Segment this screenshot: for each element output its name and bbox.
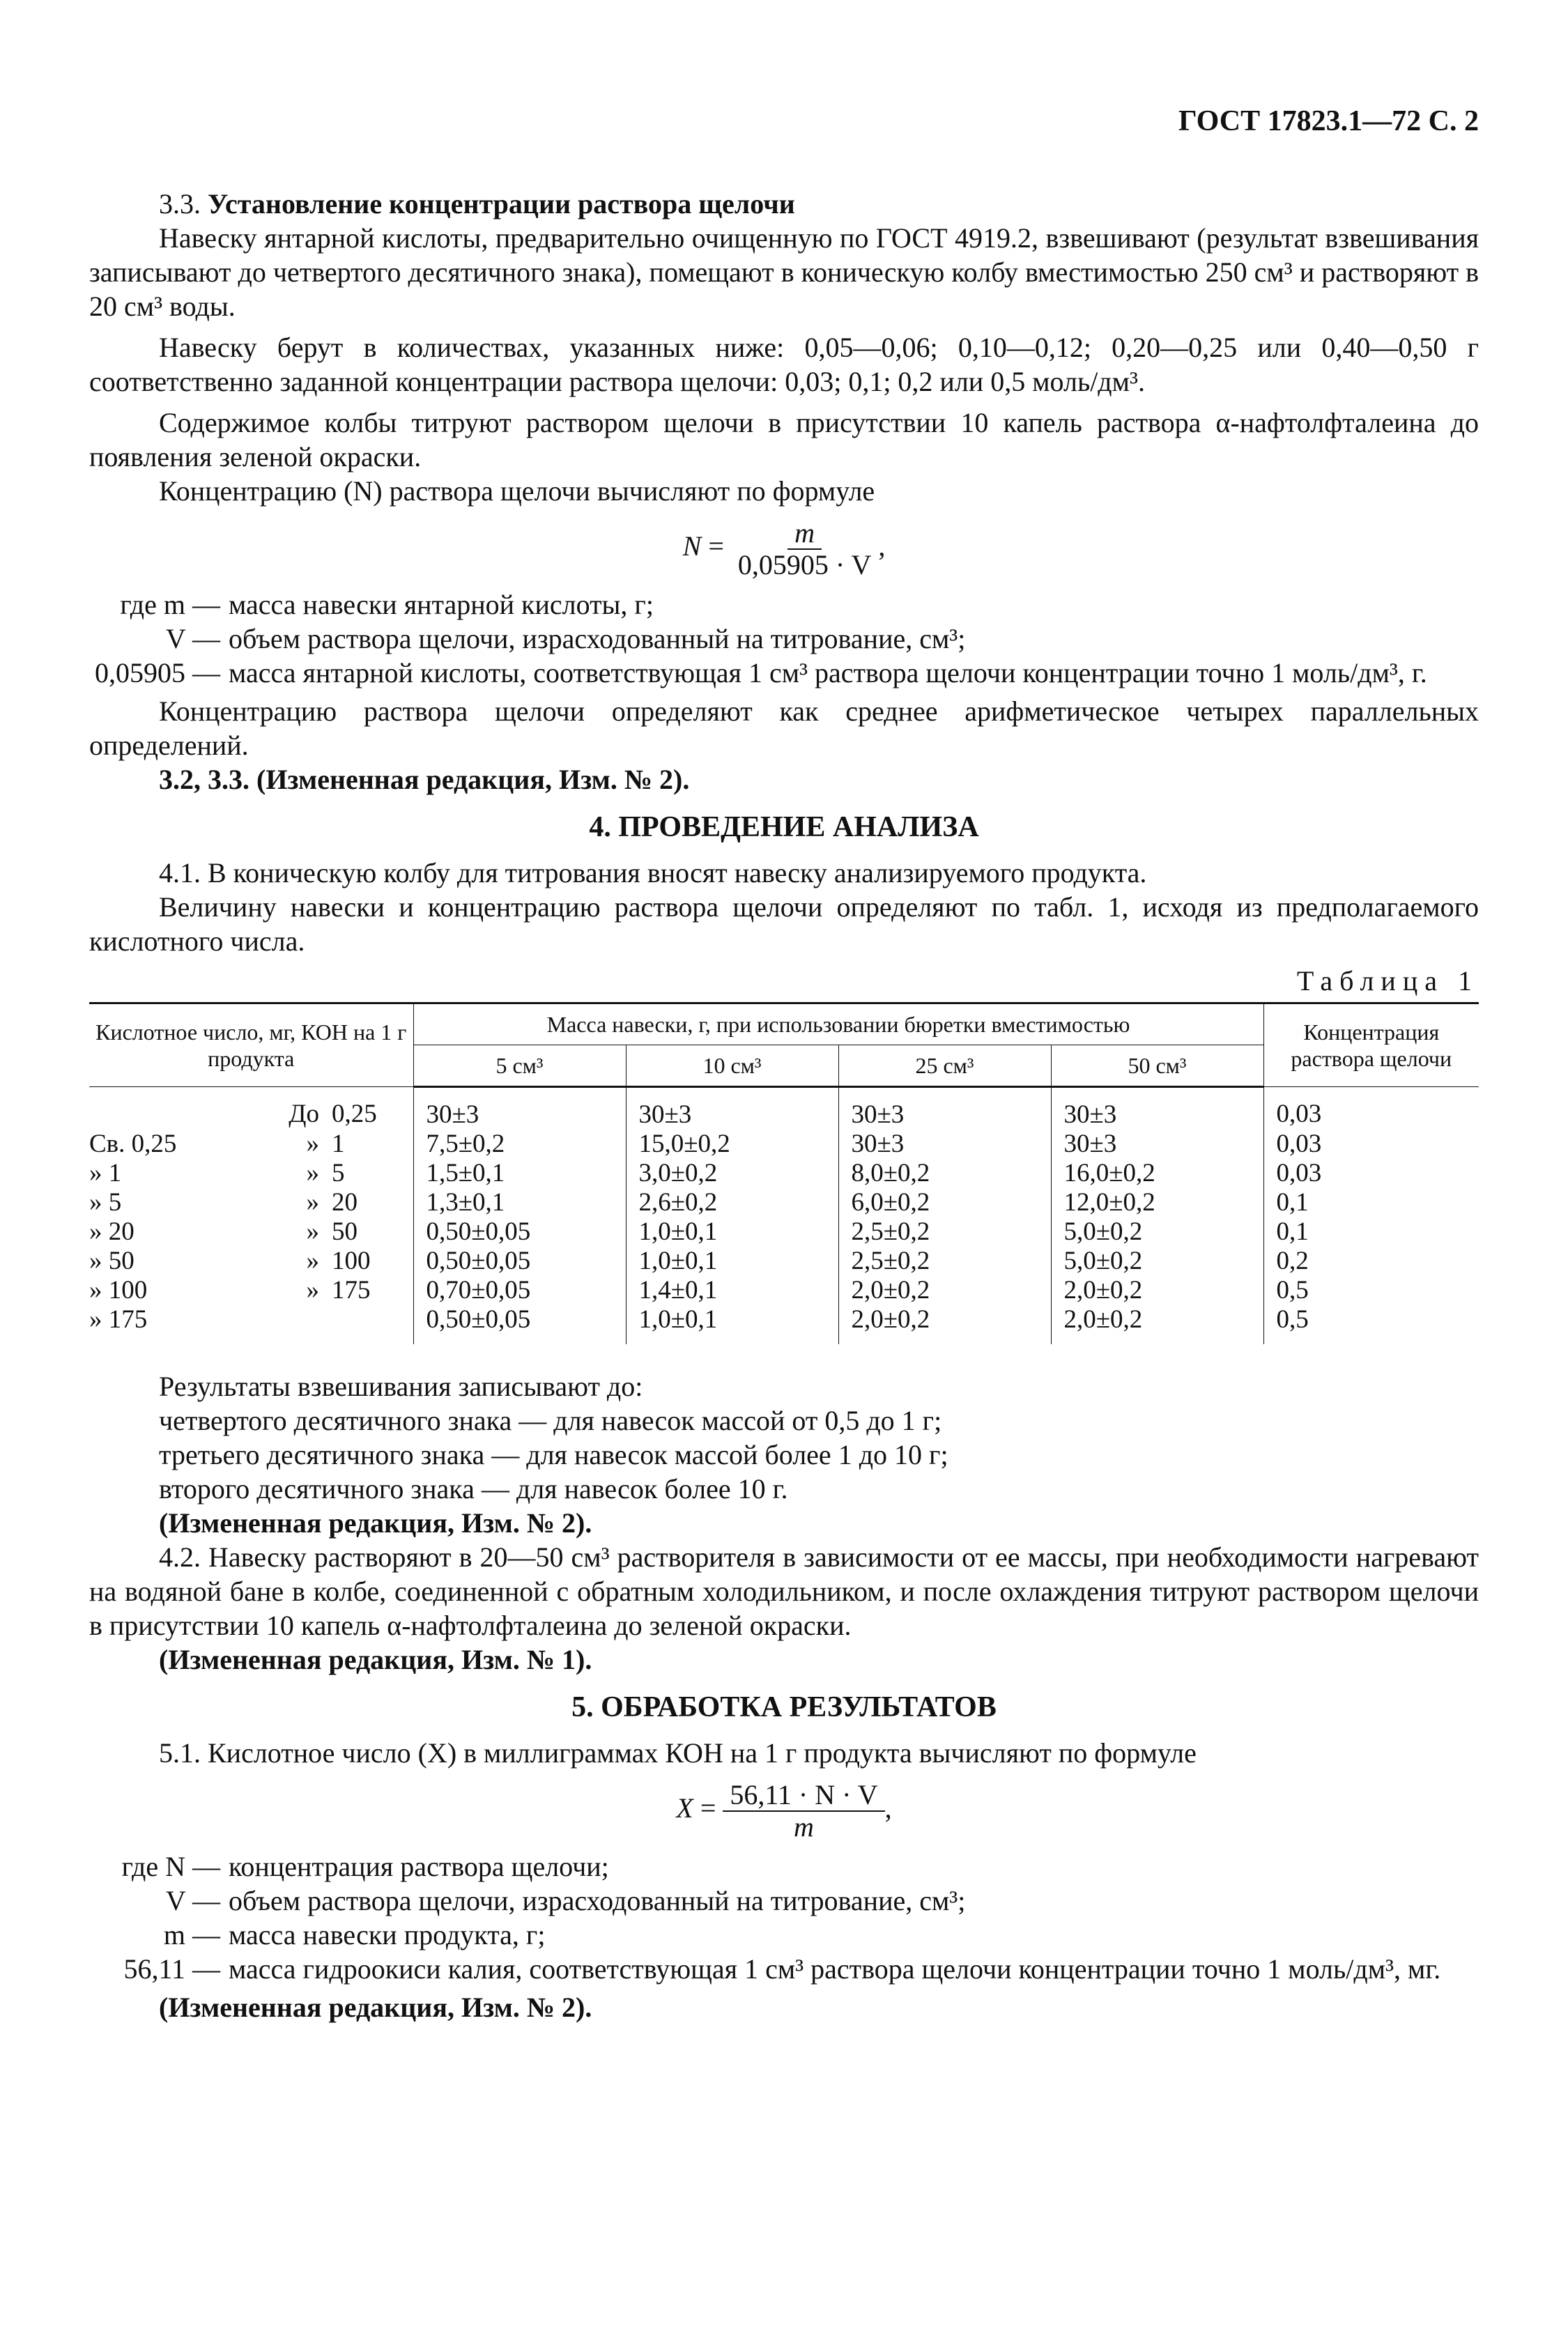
formula-denominator: 0,05905 · V <box>737 549 872 580</box>
paragraph: Навеску янтарной кислоты, предварительно очищенную по ГОСТ 4919.2, взвешивают (результат взвешивания записывают до четвертого десятичного знака), помещают в коническую колбу вместимостью 250 см³ и растворяют в 20 см³ воды. <box>89 222 1479 322</box>
table-row <box>89 1305 1479 1344</box>
cell: 8,0±0,2 <box>838 1159 1051 1188</box>
table-caption: Таблица 1 <box>1296 965 1479 996</box>
cell-acid-range: » 1 » 5 <box>89 1159 345 1187</box>
section-number: 3.3. <box>159 188 201 220</box>
legend-term: m — <box>163 1919 220 1950</box>
cell: 1,3±0,1 <box>413 1188 626 1217</box>
cell: 30±3 <box>838 1087 1051 1130</box>
cell: 30±3 <box>413 1087 626 1130</box>
col-header-acid-number: Кислотное число, мг, КОН на 1 г продукта <box>89 1003 413 1087</box>
cell: 30±3 <box>838 1130 1051 1159</box>
paragraph: Концентрацию (N) раствора щелочи вычисляют по формуле <box>159 475 875 507</box>
table-row <box>89 1159 1479 1188</box>
cell: 2,5±0,2 <box>838 1217 1051 1247</box>
cell: 12,0±0,2 <box>1051 1188 1263 1217</box>
cell: 2,5±0,2 <box>838 1247 1051 1276</box>
cell-acid-range: До 0,25 <box>289 1100 377 1128</box>
cell: 0,50±0,05 <box>413 1217 626 1247</box>
cell-concentration: 0,5 <box>1263 1305 1479 1344</box>
legend-desc: объем раствора щелочи, израсходованный на титрование, см³; <box>229 623 966 654</box>
paragraph: Концентрацию раствора щелочи определяют как среднее арифметическое четырех параллельных определений. <box>89 695 1479 761</box>
cell: 0,50±0,05 <box>413 1247 626 1276</box>
legend-term: 56,11 — <box>123 1953 220 1985</box>
cell: 2,0±0,2 <box>1051 1276 1263 1305</box>
formula-eq: = <box>700 1792 716 1824</box>
table-row <box>89 1247 1479 1276</box>
formula-legend <box>89 1849 1479 1986</box>
col-header-10: 10 см³ <box>626 1045 838 1087</box>
table-row <box>89 1188 1479 1217</box>
legend-term: V — <box>165 623 220 654</box>
cell: 6,0±0,2 <box>838 1188 1051 1217</box>
cell: 15,0±0,2 <box>626 1130 838 1159</box>
formula-legend <box>89 587 1479 690</box>
cell-concentration: 0,1 <box>1263 1188 1479 1217</box>
edit-note: (Измененная редакция, Изм. № 1). <box>159 1644 592 1675</box>
table-row <box>89 1276 1479 1305</box>
paragraph: 4.1. В коническую колбу для титрования вносят навеску анализируемого продукта. <box>159 857 1147 888</box>
cell: 1,0±0,1 <box>626 1247 838 1276</box>
cell-acid-range: » 5 » 20 <box>89 1188 358 1217</box>
paragraph: четвертого десятичного знака — для навесок массой от 0,5 до 1 г; <box>159 1405 942 1436</box>
cell-concentration: 0,1 <box>1263 1217 1479 1247</box>
table-row <box>89 1130 1479 1159</box>
cell: 0,50±0,05 <box>413 1305 626 1344</box>
cell: 7,5±0,2 <box>413 1130 626 1159</box>
paragraph: 4.2. Навеску растворяют в 20—50 см³ растворителя в зависимости от ее массы, при необходимости нагревают на водяной бане в колбе, соединенной с обратным холодильником, и после охлаждения титруют раствором щелочи в присутствии 10 капель α-нафтолфталеина до зеленой окраски. <box>89 1541 1479 1641</box>
cell: 2,0±0,2 <box>838 1276 1051 1305</box>
cell-concentration: 0,2 <box>1263 1247 1479 1276</box>
cell: 30±3 <box>1051 1087 1263 1130</box>
formula-numerator: 56,11 · N · V <box>723 1780 884 1812</box>
legend-desc: масса навески продукта, г; <box>229 1919 546 1950</box>
cell-acid-range: » 175 <box>89 1305 148 1334</box>
formula-x <box>89 1780 1479 1842</box>
formula-lhs: X <box>676 1792 693 1824</box>
col-header-50: 50 см³ <box>1051 1045 1263 1087</box>
document-body <box>89 187 1479 2024</box>
section-title: Установление концентрации раствора щелочи <box>208 188 795 220</box>
legend-desc: масса янтарной кислоты, соответствующая 1 см³ раствора щелочи концентрации точно 1 моль/дм³, г. <box>229 657 1427 688</box>
legend-term: где m — <box>120 589 220 620</box>
edit-note: 3.2, 3.3. (Измененная редакция, Изм. № 2). <box>159 764 690 795</box>
cell: 2,6±0,2 <box>626 1188 838 1217</box>
cell: 2,0±0,2 <box>838 1305 1051 1344</box>
edit-note: (Измененная редакция, Изм. № 2). <box>159 1507 592 1539</box>
paragraph: Величину навески и концентрацию раствора щелочи определяют по табл. 1, исходя из предполагаемого кислотного числа. <box>89 891 1479 957</box>
cell: 3,0±0,2 <box>626 1159 838 1188</box>
paragraph: Содержимое колбы титруют раствором щелочи в присутствии 10 капель раствора α-нафтолфталеина до появления зеленой окраски. <box>89 407 1479 472</box>
section-5-heading: 5. ОБРАБОТКА РЕЗУЛЬТАТОВ <box>571 1691 997 1723</box>
formula-lhs: N <box>682 530 702 562</box>
section-3-3-title <box>89 187 1479 221</box>
section-4-heading: 4. ПРОВЕДЕНИЕ АНАЛИЗА <box>589 811 979 843</box>
formula-fraction <box>723 1780 884 1842</box>
paragraph: третьего десятичного знака — для навесок массой более 1 до 10 г; <box>159 1439 948 1470</box>
cell: 0,70±0,05 <box>413 1276 626 1305</box>
legend-desc: концентрация раствора щелочи; <box>229 1851 609 1882</box>
formula-denominator: m <box>794 1811 814 1842</box>
formula-tail: , <box>878 530 886 562</box>
cell: 1,4±0,1 <box>626 1276 838 1305</box>
table-row <box>89 1217 1479 1247</box>
cell: 16,0±0,2 <box>1051 1159 1263 1188</box>
cell-acid-range: Св. 0,25 » 1 <box>89 1130 345 1158</box>
cell: 1,5±0,1 <box>413 1159 626 1188</box>
legend-desc: объем раствора щелочи, израсходованный на титрование, см³; <box>229 1885 966 1916</box>
legend-desc: масса гидроокиси калия, соответствующая 1 см³ раствора щелочи концентрации точно 1 моль/дм³, мг. <box>229 1953 1441 1985</box>
formula-tail: , <box>884 1792 892 1824</box>
cell: 5,0±0,2 <box>1051 1217 1263 1247</box>
legend-term: V — <box>165 1885 220 1916</box>
cell-concentration: 0,03 <box>1263 1159 1479 1188</box>
cell-acid-range: » 100 » 175 <box>89 1276 371 1305</box>
legend-desc: масса навески янтарной кислоты, г; <box>229 589 654 620</box>
paragraph: 5.1. Кислотное число (X) в миллиграммах КОН на 1 г продукта вычисляют по формуле <box>159 1737 1197 1769</box>
col-header-mass: Масса навески, г, при использовании бюретки вместимостью <box>413 1003 1263 1045</box>
page-header: ГОСТ 17823.1—72 С. 2 <box>1178 105 1479 137</box>
cell-acid-range: » 50 » 100 <box>89 1247 371 1275</box>
formula-eq: = <box>708 530 724 562</box>
cell-concentration: 0,03 <box>1263 1087 1479 1130</box>
paragraph: второго десятичного знака — для навесок более 10 г. <box>159 1473 788 1505</box>
formula-n <box>89 518 1479 580</box>
col-header-25: 25 см³ <box>838 1045 1051 1087</box>
cell: 1,0±0,1 <box>626 1217 838 1247</box>
cell-concentration: 0,03 <box>1263 1130 1479 1159</box>
paragraph: Результаты взвешивания записывают до: <box>159 1371 643 1402</box>
cell: 30±3 <box>1051 1130 1263 1159</box>
cell: 2,0±0,2 <box>1051 1305 1263 1344</box>
edit-note: (Измененная редакция, Изм. № 2). <box>159 1992 592 2023</box>
col-header-5: 5 см³ <box>413 1045 626 1087</box>
table-row <box>89 1087 1479 1130</box>
legend-term: 0,05905 — <box>95 657 220 688</box>
formula-fraction <box>731 518 878 580</box>
table-1 <box>89 1002 1479 1344</box>
col-header-concentration: Концентрация раствора щелочи <box>1263 1003 1479 1087</box>
paragraph: Навеску берут в количествах, указанных ниже: 0,05—0,06; 0,10—0,12; 0,20—0,25 или 0,40—0,50 г соответственно заданной концентрации раствора щелочи: 0,03; 0,1; 0,2 или 0,5 моль/дм³. <box>89 332 1479 397</box>
cell-acid-range: » 20 » 50 <box>89 1217 358 1246</box>
cell: 5,0±0,2 <box>1051 1247 1263 1276</box>
cell-concentration: 0,5 <box>1263 1276 1479 1305</box>
cell: 30±3 <box>626 1087 838 1130</box>
cell: 1,0±0,1 <box>626 1305 838 1344</box>
formula-numerator: m <box>787 518 822 550</box>
legend-term: где N — <box>121 1851 220 1882</box>
